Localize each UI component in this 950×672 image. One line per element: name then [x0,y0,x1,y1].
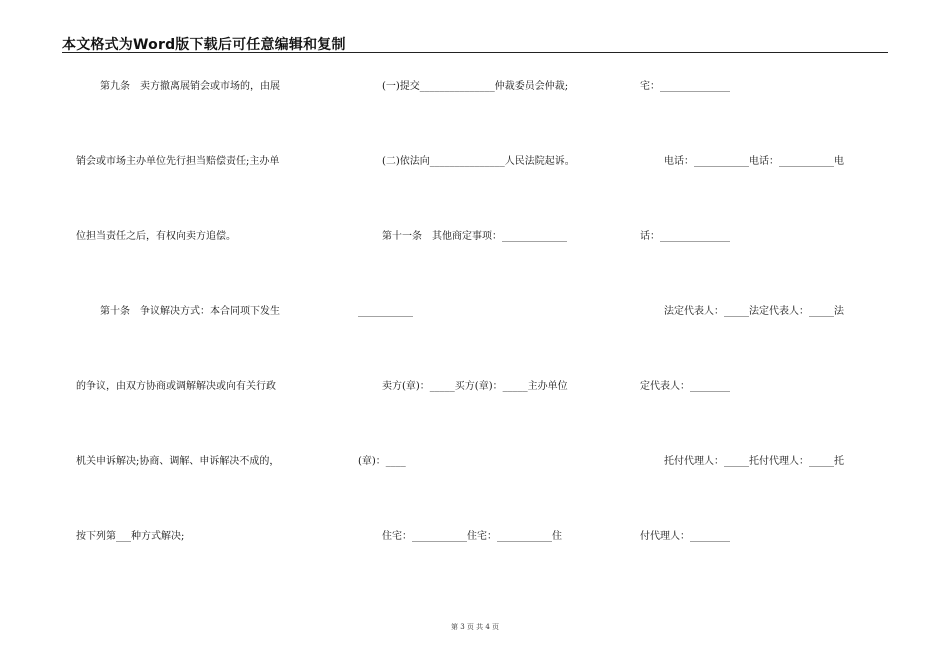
col2-line-5: 卖方(章)：_____买方(章)：_____主办单位 [382,381,568,392]
col3-line-5: 定代表人：________ [640,381,730,392]
col3-line-4: 法定代表人：_____法定代表人：_____法 [664,306,844,317]
col1-line-3: 位担当责任之后，有权向卖方追偿。 [76,231,236,242]
col1-line-7: 按下列第___种方式解决; [76,531,185,542]
col3-line-7: 付代理人：________ [640,531,730,542]
col2-line-2: (二)依法向_______________人民法院起诉。 [382,156,575,167]
col3-line-6: 托付代理人：_____托付代理人：_____托 [664,456,844,467]
col3-line-1: 宅：______________ [640,81,730,92]
col1-line-2: 销会或市场主办单位先行担当赔偿责任;主办单 [76,156,280,167]
col2-line-4: ___________ [358,306,413,317]
col3-line-3: 话：______________ [640,231,730,242]
col2-line-1: (一)提交_______________仲裁委员会仲裁; [382,81,569,92]
col2-line-3: 第十一条 其他商定事项：_____________ [382,231,567,242]
col3-line-2: 电话：___________电话：___________电 [664,156,844,167]
col1-line-4: 第十条 争议解决方式：本合同项下发生 [100,306,280,317]
header-divider [62,52,888,53]
col2-line-6: (章)：____ [358,456,406,467]
col1-line-1: 第九条 卖方撤离展销会或市场的，由展 [100,81,280,92]
col1-line-6: 机关申诉解决;协商、调解、申诉解决不成的， [76,456,280,467]
document-header-title: 本文格式为Word版下载后可任意编辑和复制 [62,37,346,53]
col1-line-5: 的争议，由双方协商或调解解决或向有关行政 [76,381,276,392]
page-number-footer: 第 3 页 共 4 页 [450,623,500,631]
col2-line-7: 住宅：___________住宅：___________住 [382,531,562,542]
